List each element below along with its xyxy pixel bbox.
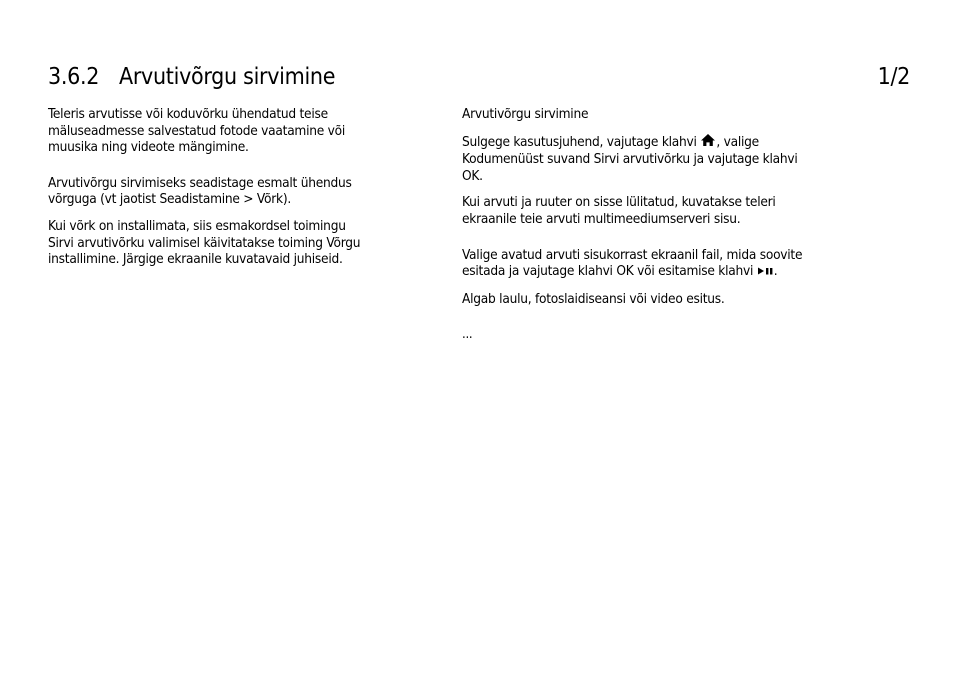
instruction-paragraph-4: Algab laulu, fotoslaidiseansi või video esitus. [462, 290, 725, 307]
page-indicator: 1/2 [877, 64, 910, 90]
setup-paragraph: Arvutivõrgu sirvimiseks seadistage esmalt ühendus võrguga (vt jaotist Seadistamine > Võrk). [48, 174, 352, 208]
instruction-paragraph-3 [462, 247, 842, 281]
play-pause-icon [757, 264, 774, 281]
left-column [48, 106, 403, 268]
subsection-heading: Arvutivõrgu sirvimine [462, 106, 589, 122]
page-title: Arvutivõrgu sirvimine [119, 64, 336, 90]
continuation-ellipsis: ... [462, 327, 473, 343]
instruction-text-1b: , valige Kodumenüüst suvand Sirvi arvutivõrku ja vajutage klahvi OK. [462, 133, 798, 184]
instruction-text-3a: Valige avatud arvuti sisukorrast ekraanil fail, mida soovite esitada ja vajutage klahvi OK või esitamise klahvi [462, 246, 803, 280]
section-number: 3.6.2 [48, 64, 100, 90]
instruction-text-1a: Sulgege kasutusjuhend, vajutage klahvi [462, 133, 701, 150]
intro-paragraph: Teleris arvutisse või koduvõrku ühendatud teise mäluseadmesse salvestatud fotode vaatamine või muusika ning videote mängimine. [48, 106, 346, 156]
instruction-paragraph-2: Kui arvuti ja ruuter on sisse lülitatud, kuvatakse teleri ekraanile teie arvuti multimeediumserveri sisu. [462, 194, 776, 227]
home-icon [700, 133, 716, 152]
right-column [462, 106, 842, 344]
instruction-paragraph-1 [462, 133, 842, 185]
page-header [48, 60, 912, 94]
instruction-text-3b: . [773, 263, 778, 280]
install-paragraph: Kui võrk on installimata, siis esmakordsel toimingu Sirvi arvutivõrku valimisel käivitatakse toiming Võrgu installimine. Järgige ekraanile kuvatavaid juhiseid. [48, 217, 361, 268]
